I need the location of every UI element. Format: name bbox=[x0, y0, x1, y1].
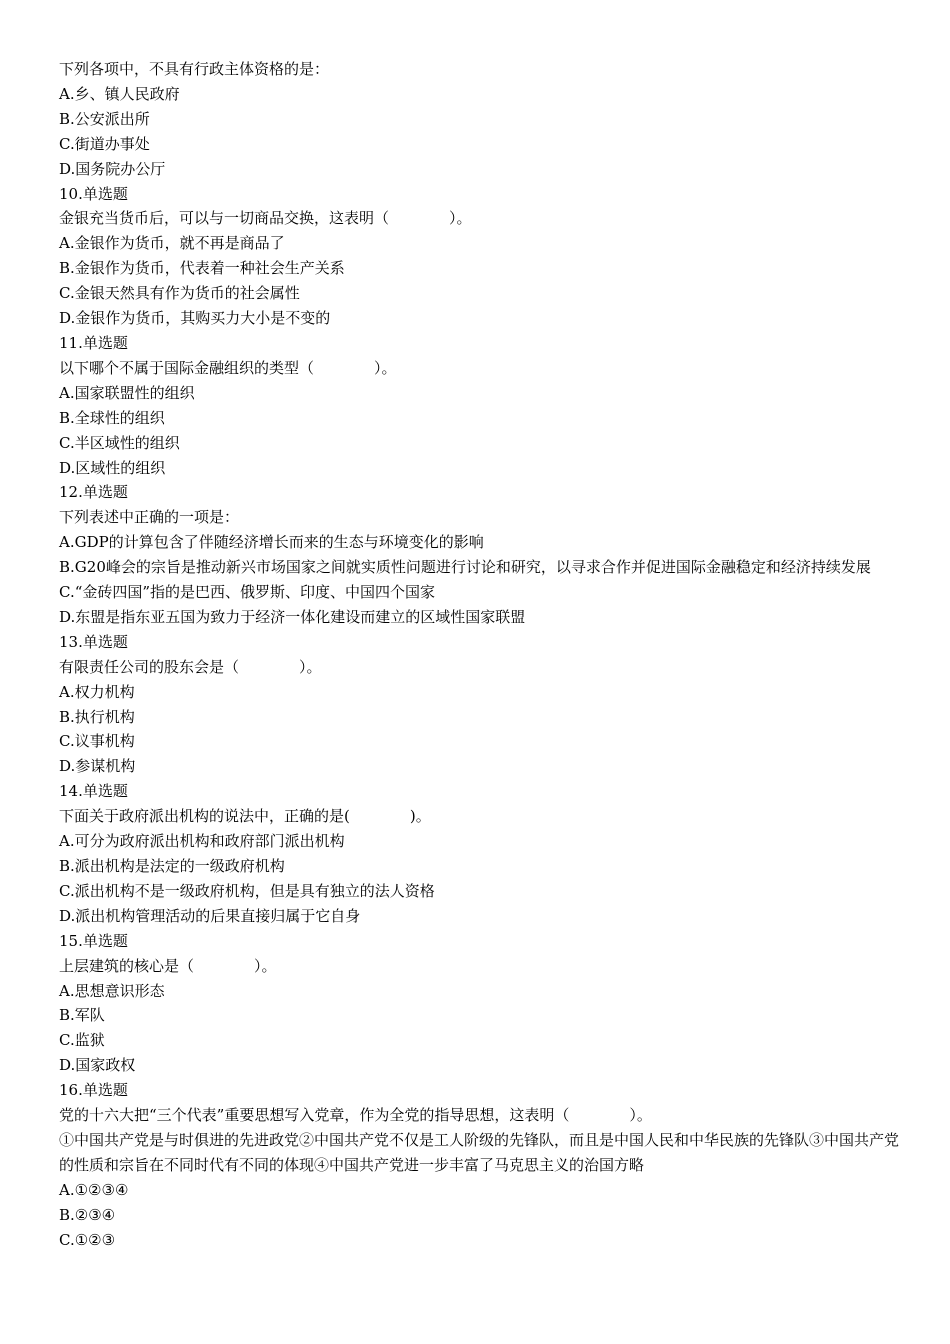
option-c: C.监狱 bbox=[59, 1031, 105, 1050]
option-d: D.派出机构管理活动的后果直接归属于它自身 bbox=[59, 906, 361, 925]
question-header: 10.单选题 bbox=[59, 184, 128, 203]
option-b: B.派出机构是法定的一级政府机构 bbox=[59, 857, 285, 875]
option-d: D.国务院办公厅 bbox=[59, 159, 166, 178]
option-b: B.G20峰会的宗旨是推动新兴市场国家之间就实质性问题进行讨论和研究，以寻求合作并促进国际金融稳定和经济持续发展 bbox=[59, 558, 871, 577]
question-stem: 有限责任公司的股东会是（ ）。 bbox=[59, 657, 322, 676]
option-b: B.公安派出所 bbox=[59, 109, 150, 128]
option-c: C.街道办事处 bbox=[59, 134, 150, 153]
question-stem: 党的十六大把“三个代表”重要思想写入党章，作为全党的指导思想，这表明（ ）。 bbox=[59, 1106, 652, 1125]
question-stem: 以下哪个不属于国际金融组织的类型（ ）。 bbox=[59, 358, 397, 377]
option-d: D.东盟是指东亚五国为致力于经济一体化建设而建立的区域性国家联盟 bbox=[59, 607, 526, 626]
option-c: C.派出机构不是一级政府机构，但是具有独立的法人资格 bbox=[59, 881, 435, 900]
option-d: D.国家政权 bbox=[59, 1056, 136, 1075]
question-header: 13.单选题 bbox=[59, 632, 128, 651]
question-header: 15.单选题 bbox=[59, 931, 128, 950]
option-a: A.乡、镇人民政府 bbox=[59, 84, 180, 103]
option-a: A.可分为政府派出机构和政府部门派出机构 bbox=[59, 832, 345, 851]
option-b: B.全球性的组织 bbox=[59, 408, 165, 427]
option-a: A.国家联盟性的组织 bbox=[59, 383, 195, 402]
option-b: B.②③④ bbox=[59, 1205, 116, 1224]
option-d: D.金银作为货币，其购买力大小是不变的 bbox=[59, 309, 331, 328]
question-stem: 金银充当货币后，可以与一切商品交换，这表明（ ）。 bbox=[59, 209, 472, 228]
question-header: 14.单选题 bbox=[59, 782, 128, 801]
question-header: 12.单选题 bbox=[59, 483, 128, 502]
question-statements: ①中国共产党是与时俱进的先进政党②中国共产党不仅是工人阶级的先锋队，而且是中国人民和中华民族的先锋队③中国共产党的性质和宗旨在不同时代有不同的体现④中国共产党进一步丰富了马克思主义的治国方略 bbox=[59, 1130, 900, 1174]
option-c: C.金银天然具有作为货币的社会属性 bbox=[59, 284, 300, 303]
question-stem: 下面关于政府派出机构的说法中，正确的是( )。 bbox=[59, 807, 431, 826]
option-c: C.议事机构 bbox=[59, 732, 135, 751]
option-c: C.半区域性的组织 bbox=[59, 433, 180, 452]
option-a: A.金银作为货币，就不再是商品了 bbox=[59, 234, 285, 253]
option-b: B.执行机构 bbox=[59, 707, 135, 726]
question-header: 11.单选题 bbox=[59, 333, 128, 352]
question-stem: 下列各项中，不具有行政主体资格的是： bbox=[59, 60, 330, 78]
document-page bbox=[59, 57, 899, 1253]
option-b: B.金银作为货币，代表着一种社会生产关系 bbox=[59, 259, 345, 278]
option-a: A.①②③④ bbox=[59, 1180, 129, 1199]
option-a: A.思想意识形态 bbox=[59, 981, 165, 1000]
option-d: D.区域性的组织 bbox=[59, 458, 166, 477]
question-stem: 上层建筑的核心是（ ）。 bbox=[59, 956, 277, 975]
option-d: D.参谋机构 bbox=[59, 757, 136, 776]
option-b: B.军队 bbox=[59, 1006, 105, 1025]
option-c: C.“金砖四国”指的是巴西、俄罗斯、印度、中国四个国家 bbox=[59, 583, 436, 602]
option-a: A.GDP的计算包含了伴随经济增长而来的生态与环境变化的影响 bbox=[59, 533, 484, 552]
option-c: C.①②③ bbox=[59, 1230, 116, 1249]
question-header: 16.单选题 bbox=[59, 1081, 128, 1100]
option-a: A.权力机构 bbox=[59, 682, 135, 701]
question-stem: 下列表述中正确的一项是： bbox=[59, 508, 240, 527]
